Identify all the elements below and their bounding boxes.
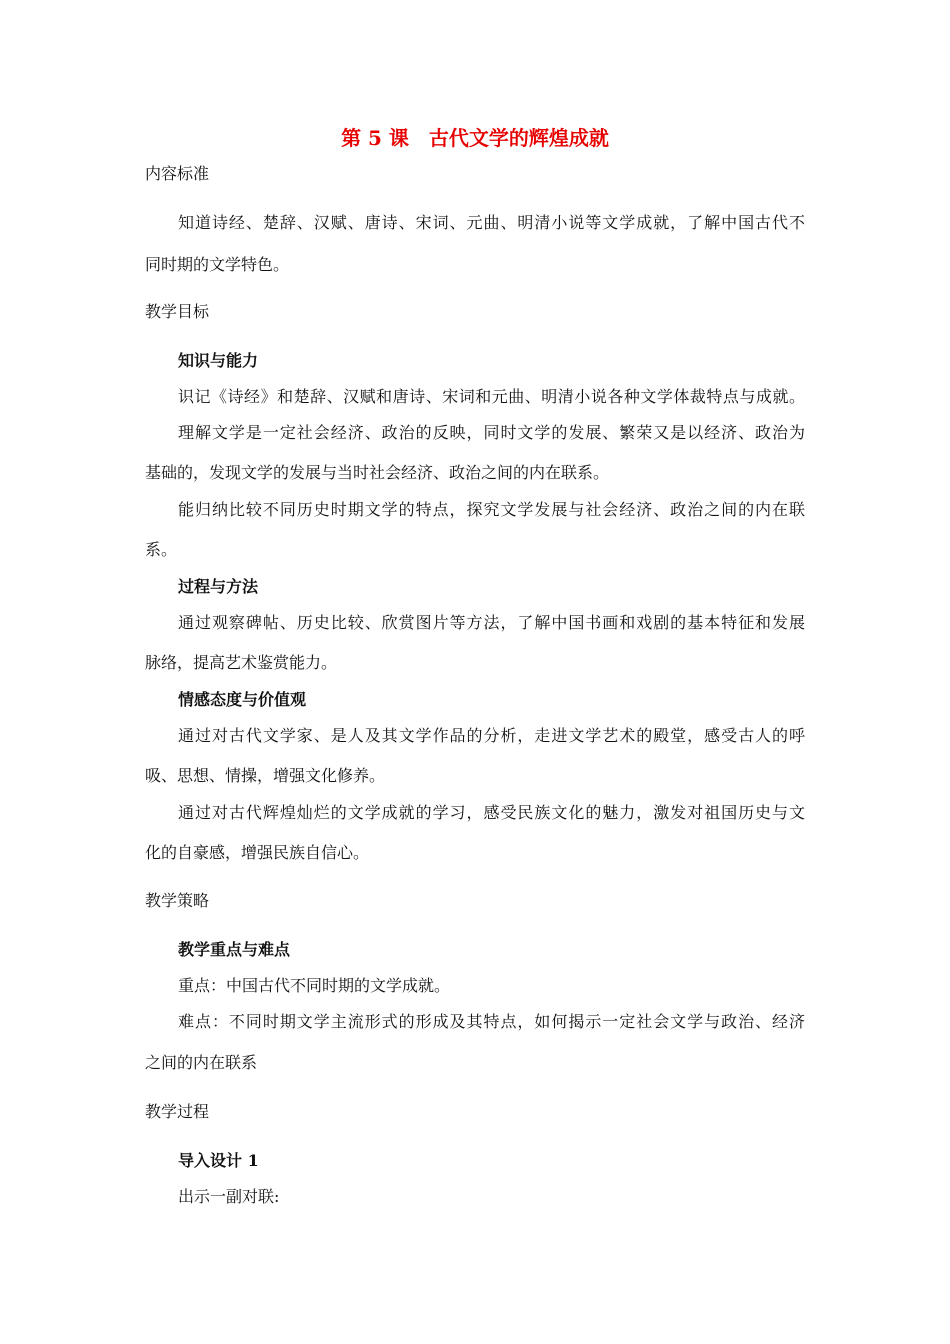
paragraph-line: 重点：中国古代不同时期的文学成就。 — [178, 976, 451, 995]
paragraph-line: 系。 — [145, 540, 178, 559]
paragraph-line: 难点：不同时期文学主流形式的形成及其特点，如何揭示一定社会文学与政治、经济 — [178, 1012, 805, 1031]
paragraph-line: 理解文学是一定社会经济、政治的反映，同时文学的发展、繁荣又是以经济、政治为 — [178, 423, 805, 442]
section-heading-teaching-goals: 教学目标 — [145, 302, 210, 321]
paragraph-line: 通过对古代辉煌灿烂的文学成就的学习，感受民族文化的魅力，激发对祖国历史与文 — [178, 803, 805, 822]
paragraph-line: 基础的，发现文学的发展与当时社会经济、政治之间的内在联系。 — [145, 463, 610, 482]
paragraph-line: 通过观察碑帖、历史比较、欣赏图片等方法，了解中国书画和戏剧的基本特征和发展 — [178, 613, 805, 632]
section-heading-strategy: 教学策略 — [145, 891, 210, 910]
paragraph-line: 能归纳比较不同历史时期文学的特点，探究文学发展与社会经济、政治之间的内在联 — [178, 500, 805, 519]
subheading-key-points: 教学重点与难点 — [178, 940, 291, 959]
subheading-intro-design: 导入设计 1 — [178, 1151, 259, 1170]
paragraph-line: 通过对古代文学家、是人及其文学作品的分析，走进文学艺术的殿堂，感受古人的呼 — [178, 726, 805, 745]
paragraph-line: 识记《诗经》和楚辞、汉赋和唐诗、宋词和元曲、明清小说各种文学体裁特点与成就。 — [178, 387, 805, 406]
paragraph-line: 知道诗经、楚辞、汉赋、唐诗、宋词、元曲、明清小说等文学成就，了解中国古代不 — [178, 213, 805, 232]
paragraph-line: 化的自豪感，增强民族自信心。 — [145, 843, 370, 862]
paragraph-line: 脉络，提高艺术鉴赏能力。 — [145, 653, 338, 672]
paragraph-line: 出示一副对联: — [178, 1187, 280, 1206]
subheading-knowledge: 知识与能力 — [178, 351, 259, 370]
paragraph-line: 同时期的文学特色。 — [145, 255, 290, 274]
subheading-process-method: 过程与方法 — [178, 577, 259, 596]
section-heading-content-standard: 内容标准 — [145, 164, 210, 183]
section-heading-teaching-process: 教学过程 — [145, 1102, 210, 1121]
paragraph-line: 吸、思想、情操，增强文化修养。 — [145, 766, 386, 785]
subheading-emotion-values: 情感态度与价值观 — [178, 690, 307, 709]
paragraph-line: 之间的内在联系 — [145, 1053, 258, 1072]
page-title: 第 5 课 古代文学的辉煌成就 — [341, 126, 609, 150]
